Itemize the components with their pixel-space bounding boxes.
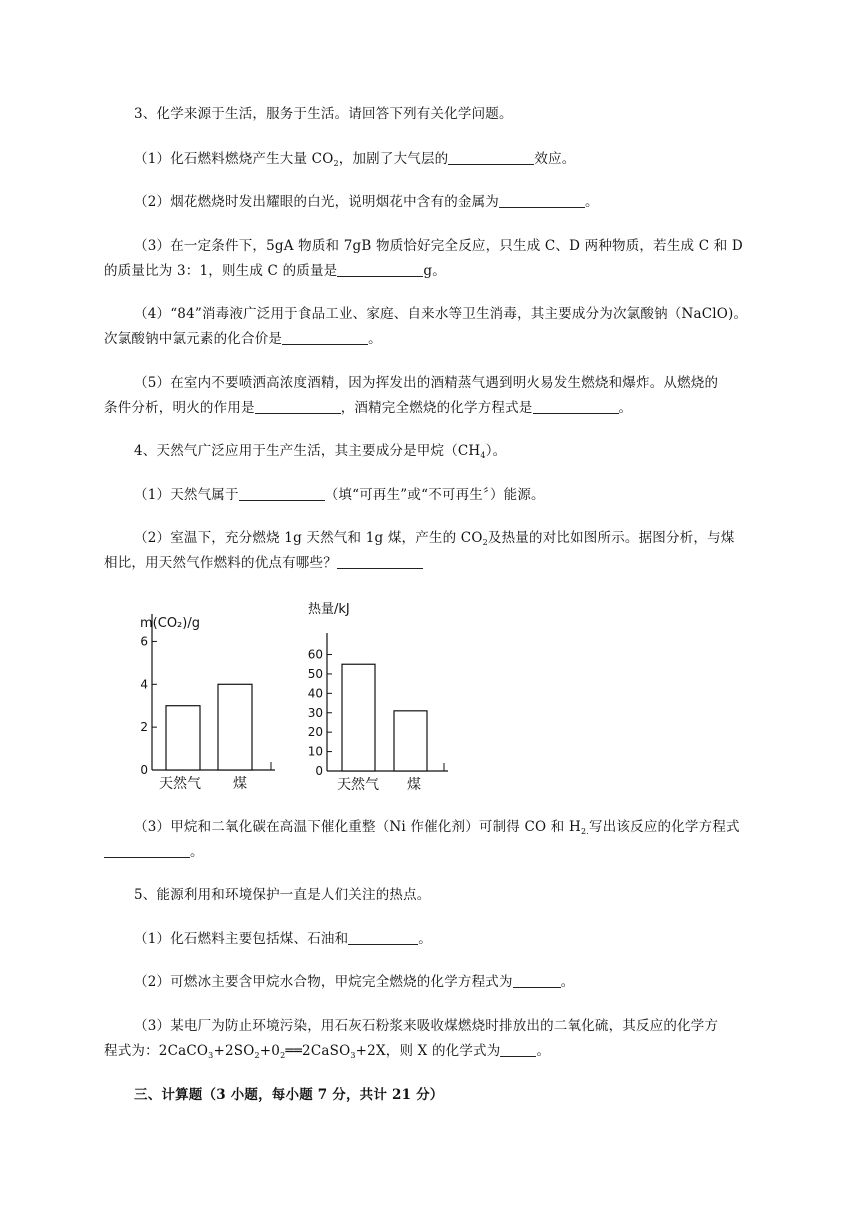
co2-chart-ytick-label-2: 4 <box>140 677 148 692</box>
q3-part3-line1: （3）在一定条件下，5gA 物质和 7gB 物质恰好完全反应，只生成 C、D 两种物质，若生成 C 和 D <box>134 238 743 254</box>
heat-chart-ytick-label-6: 60 <box>307 647 323 662</box>
heat-chart-ytick-label-3: 30 <box>307 705 323 720</box>
q5-part3-sub4: 3 <box>350 1051 356 1060</box>
q3-part2-text-a: （2）烟花燃烧时发出耀眼的白光，说明烟花中含有的金属为 <box>134 194 499 210</box>
q4-part2-text-a: （2）室温下，充分燃烧 1g 天然气和 1g 煤，产生的 CO <box>134 530 483 546</box>
heat-chart-ylabel: 热量/kJ <box>308 602 350 617</box>
q3-part5-text-d: 。 <box>618 400 633 416</box>
q4-part3-line1 <box>134 817 740 842</box>
q3-part1-sub: 2 <box>333 159 339 168</box>
q5-part3-line1: （3）某电厂为防止环境污染，用石灰石粉浆来吸收煤燃烧时排放出的二氧化硫，其反应的化学方 <box>134 1018 719 1034</box>
q4-part2-line1 <box>134 528 735 553</box>
heat-chart-svg <box>298 596 468 800</box>
heat-chart-ytick-label-1: 10 <box>307 744 323 759</box>
q3-part4-line2 <box>104 329 382 349</box>
q4-part3-text-b: 写出该反应的化学方程式 <box>589 819 740 835</box>
q3-part3-text-b: 的质量比为 3：1，则生成 C 的质量是 <box>104 263 338 279</box>
q3-part5-blank-1[interactable] <box>255 400 341 414</box>
heat-chart-ytick-label-5: 50 <box>307 666 323 681</box>
q3-part2-blank[interactable] <box>499 194 585 208</box>
co2-chart-ylabel: m(CO₂)/g <box>140 616 200 631</box>
q5-part1-text-a: （1）化石燃料主要包括煤、石油和 <box>134 931 349 947</box>
section3-title: 三、计算题（3 小题，每小题 7 分，共计 21 分） <box>134 1087 444 1103</box>
q5-part1-text-b: 。 <box>418 931 432 947</box>
q5-part3-sub3: 2 <box>280 1051 286 1060</box>
q4-part1 <box>134 485 545 505</box>
heat-chart-category-label-0: 天然气 <box>337 777 379 793</box>
q3-part2 <box>134 192 599 212</box>
q4-part3-sub: 2. <box>580 827 590 836</box>
q3-part3-line2 <box>104 261 446 281</box>
q3-part3-text-c: g。 <box>423 263 446 279</box>
co2-chart <box>130 600 280 804</box>
heat-chart-ytick-label-2: 20 <box>307 725 323 740</box>
q3-part3-blank[interactable] <box>337 263 423 277</box>
q4-part2-blank[interactable] <box>337 555 423 569</box>
q5-part3-text-f: +2X，则 X 的化学式为 <box>355 1043 501 1059</box>
q3-part1-text-a: （1）化石燃料燃烧产生大量 CO <box>134 151 334 167</box>
q5-part3-text-d: +0 <box>259 1043 281 1059</box>
q4-part3-line2 <box>104 842 204 862</box>
co2-chart-bar-0 <box>166 706 200 770</box>
q4-part2-line2 <box>104 553 423 573</box>
co2-chart-svg <box>130 600 280 800</box>
co2-chart-category-label-0: 天然气 <box>159 776 201 792</box>
heat-chart <box>298 596 468 804</box>
q4-part2-text-c: 相比，用天然气作燃料的优点有哪些？ <box>104 555 337 571</box>
q3-part4-text-c: 。 <box>368 331 382 347</box>
co2-chart-bar-1 <box>218 684 252 770</box>
heat-chart-bar-0 <box>342 664 375 771</box>
q3-part4-line1: （4）“84”消毒液广泛用于食品工业、家庭、自来水等卫生消毒，其主要成分为次氯酸钠（NaClO)。 <box>134 306 748 322</box>
heat-chart-ytick-label-0: 0 <box>315 764 323 778</box>
q5-part3-blank[interactable] <box>500 1043 536 1057</box>
q3-title: 3、化学来源于生活，服务于生活。请回答下列有关化学问题。 <box>134 106 513 122</box>
q3-part1-text-c: 效应。 <box>534 151 576 167</box>
q4-title-text-b: ）。 <box>485 443 507 459</box>
heat-chart-bar-1 <box>394 711 427 771</box>
q4-part1-text-b: （填“可再生”或“不可再生〞）能源。 <box>324 487 545 503</box>
q5-part3-text-c: +2SO <box>213 1043 255 1059</box>
q5-part3-text-g: 。 <box>536 1043 551 1059</box>
q5-part3-sub1: 3 <box>208 1051 214 1060</box>
q5-part1 <box>134 929 432 949</box>
q4-part2-text-b: 及热量的对比如图所示。据图分析，与煤 <box>487 530 735 546</box>
q4-part3-text-a: （3）甲烷和二氧化碳在高温下催化重整（Ni 作催化剂）可制得 CO 和 H <box>134 819 581 835</box>
q5-title: 5、能源利用和环境保护一直是人们关注的热点。 <box>134 887 431 903</box>
q3-part1-blank[interactable] <box>448 151 534 165</box>
q3-part4-text-b: 次氯酸钠中氯元素的化合价是 <box>104 331 283 347</box>
q3-part5-line1: （5）在室内不要喷洒高浓度酒精，因为挥发出的酒精蒸气遇到明火易发生燃烧和爆炸。从燃烧的 <box>134 375 719 391</box>
q5-part2-text-a: （2）可燃冰主要含甲烷水合物，甲烷完全燃烧的化学方程式为 <box>134 974 513 990</box>
q3-part5-text-c: ，酒精完全燃烧的化学方程式是 <box>340 400 533 416</box>
q5-part3-text-b: 程式为：2CaCO <box>104 1043 209 1059</box>
q5-part1-blank[interactable] <box>348 931 418 945</box>
q4-title-text-a: 4、天然气广泛应用于生产生活，其主要成分是甲烷（CH <box>134 443 481 459</box>
q4-part1-text-a: （1）天然气属于 <box>134 487 239 503</box>
q3-part1 <box>134 149 576 174</box>
q4-part3-text-c: 。 <box>190 844 204 860</box>
heat-chart-ytick-label-4: 40 <box>307 686 323 701</box>
heat-chart-category-label-1: 煤 <box>407 777 421 793</box>
q5-part2-blank[interactable] <box>513 974 561 988</box>
q4-part1-blank[interactable] <box>239 487 325 501</box>
co2-chart-category-label-1: 煤 <box>233 776 247 792</box>
q4-part2-sub: 2 <box>482 538 488 547</box>
q3-part4-blank[interactable] <box>282 331 368 345</box>
q3-part2-text-b: 。 <box>585 194 599 210</box>
q4-title <box>134 441 506 466</box>
q5-part2-text-b: 。 <box>560 974 575 990</box>
q4-part3-blank[interactable] <box>104 844 190 858</box>
q5-part3-line2 <box>104 1041 550 1066</box>
co2-chart-ytick-label-3: 6 <box>140 634 148 649</box>
q5-part3-sub2: 2 <box>254 1051 260 1060</box>
q5-part3-text-e: ══2CaSO <box>285 1043 351 1059</box>
co2-chart-ytick-label-0: 0 <box>140 763 148 777</box>
q3-part1-text-b: ，加剧了大气层的 <box>338 151 449 167</box>
q3-part5-line2 <box>104 398 632 418</box>
co2-chart-ytick-label-1: 2 <box>140 720 148 735</box>
q3-part5-blank-2[interactable] <box>533 400 619 414</box>
q5-part2 <box>134 972 574 992</box>
q4-title-sub: 4 <box>480 451 486 460</box>
q3-part5-text-b: 条件分析，明火的作用是 <box>104 400 255 416</box>
